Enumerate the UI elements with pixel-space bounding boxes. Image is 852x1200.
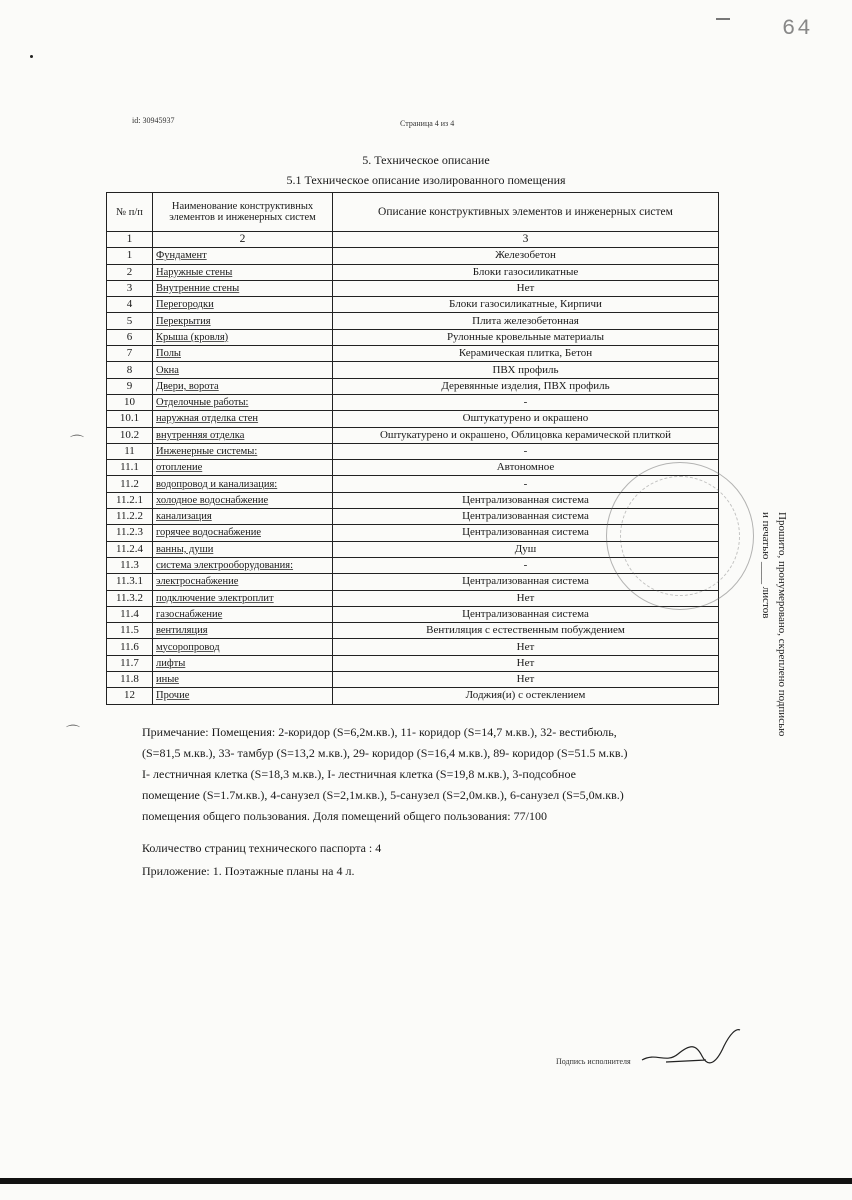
row-number: 11.1 [107, 460, 153, 476]
row-number: 12 [107, 688, 153, 704]
element-description: Централизованная система [333, 574, 719, 590]
row-number: 1 [107, 248, 153, 264]
appendix: Приложение: 1. Поэтажные планы на 4 л. [142, 864, 355, 878]
element-description: - [333, 394, 719, 410]
row-number: 11.3.2 [107, 590, 153, 606]
table-row [107, 362, 719, 378]
element-name: Перегородки [153, 297, 333, 313]
table-row [107, 411, 719, 427]
row-number: 11.7 [107, 655, 153, 671]
element-description: Блоки газосиликатные, Кирпичи [333, 297, 719, 313]
element-description: Нет [333, 590, 719, 606]
row-number: 10.1 [107, 411, 153, 427]
row-number: 11.3 [107, 557, 153, 573]
element-name: газоснабжение [153, 606, 333, 622]
page-count: Количество страниц технического паспорта : 4 [142, 841, 382, 855]
note-line: помещения общего пользования. Доля помещений общего пользования: 77/100 [142, 809, 547, 823]
row-number: 4 [107, 297, 153, 313]
row-number: 11.2.1 [107, 492, 153, 508]
element-name: Наружные стены [153, 264, 333, 280]
element-description: Деревянные изделия, ПВХ профиль [333, 378, 719, 394]
side-note-line2: и печатью ____ листов [760, 512, 772, 619]
column-number: 2 [153, 232, 333, 248]
spec-table [106, 192, 719, 705]
signature-scribble [636, 1024, 746, 1074]
element-description: Централизованная система [333, 606, 719, 622]
element-name: Крыша (кровля) [153, 329, 333, 345]
row-number: 11.2.2 [107, 509, 153, 525]
table-row [107, 280, 719, 296]
element-name: Фундамент [153, 248, 333, 264]
row-number: 7 [107, 346, 153, 362]
element-name: Окна [153, 362, 333, 378]
margin-dash [716, 18, 730, 20]
element-description: Централизованная система [333, 492, 719, 508]
table-header-row [107, 193, 719, 232]
row-number: 8 [107, 362, 153, 378]
table-row [107, 313, 719, 329]
element-description: Плита железобетонная [333, 313, 719, 329]
table-row [107, 427, 719, 443]
row-number: 9 [107, 378, 153, 394]
note-line: (S=81,5 м.кв.), 33- тамбур (S=13,2 м.кв.), 29- коридор (S=16,4 м.кв.), 89- коридор (S=51.5 м.кв.) [142, 746, 628, 760]
element-description: Железобетон [333, 248, 719, 264]
table-row [107, 688, 719, 704]
note-line: Примечание: Помещения: 2-коридор (S=6,2м.кв.), 11- коридор (S=14,7 м.кв.), 32- вестибюль, [142, 725, 617, 739]
table-row [107, 443, 719, 459]
table-row [107, 297, 719, 313]
element-description: Нет [333, 280, 719, 296]
element-description: - [333, 443, 719, 459]
note-line: помещение (S=1.7м.кв.), 4-санузел (S=2,1м.кв.), 5-санузел (S=2,0м.кв.), 6-санузел (S=5,0м.кв.) [142, 788, 624, 802]
header-cell: Описание конструктивных элементов и инженерных систем [333, 193, 719, 232]
element-description: Оштукатурено и окрашено [333, 411, 719, 427]
table-row [107, 329, 719, 345]
column-number-row [107, 232, 719, 248]
element-name: Полы [153, 346, 333, 362]
element-name: Перекрытия [153, 313, 333, 329]
element-description: Централизованная система [333, 525, 719, 541]
table-row [107, 672, 719, 688]
element-name: Отделочные работы: [153, 394, 333, 410]
element-name: система электрооборудования: [153, 557, 333, 573]
element-description: Оштукатурено и окрашено, Облицовка керамической плиткой [333, 427, 719, 443]
scan-edge-bar [0, 1178, 852, 1184]
element-description: - [333, 476, 719, 492]
element-name: отопление [153, 460, 333, 476]
element-description: Рулонные кровельные материалы [333, 329, 719, 345]
row-number: 11 [107, 443, 153, 459]
table-row [107, 378, 719, 394]
header-cell: № п/п [107, 193, 153, 232]
note-line: I- лестничная клетка (S=18,3 м.кв.), I- лестничная клетка (S=19,8 м.кв.), 3-подсобное [142, 767, 576, 781]
row-number: 10 [107, 394, 153, 410]
margin-mark: ⌒ [66, 726, 80, 741]
table-row [107, 639, 719, 655]
table-row [107, 264, 719, 280]
row-number: 11.2.4 [107, 541, 153, 557]
table-row [107, 248, 719, 264]
element-name: Двери, ворота [153, 378, 333, 394]
element-description: Автономное [333, 460, 719, 476]
table-row [107, 590, 719, 606]
element-name: мусоропровод [153, 639, 333, 655]
element-name: электроснабжение [153, 574, 333, 590]
row-number: 5 [107, 313, 153, 329]
signature-label: Подпись исполнителя [556, 1057, 631, 1066]
element-description: Нет [333, 672, 719, 688]
element-name: горячее водоснабжение [153, 525, 333, 541]
row-number: 11.4 [107, 606, 153, 622]
table-row [107, 346, 719, 362]
row-number: 11.8 [107, 672, 153, 688]
header-cell: Наименование конструктивных элементов и инженерных систем [153, 193, 333, 232]
element-description: Вентиляция с естественным побуждением [333, 623, 719, 639]
element-description: ПВХ профиль [333, 362, 719, 378]
column-number: 3 [333, 232, 719, 248]
element-name: внутренняя отделка [153, 427, 333, 443]
element-name: Инженерные системы: [153, 443, 333, 459]
element-description: Нет [333, 655, 719, 671]
element-name: канализация [153, 509, 333, 525]
side-note-line1: Прошито, пронумеровано, скреплено подписью [776, 512, 788, 737]
row-number: 6 [107, 329, 153, 345]
table-row [107, 460, 719, 476]
element-description: Душ [333, 541, 719, 557]
element-name: иные [153, 672, 333, 688]
margin-mark: ⌒ [70, 436, 84, 451]
element-name: лифты [153, 655, 333, 671]
element-name: водопровод и канализация: [153, 476, 333, 492]
element-name: Внутренние стены [153, 280, 333, 296]
element-description: Керамическая плитка, Бетон [333, 346, 719, 362]
row-number: 11.5 [107, 623, 153, 639]
row-number: 3 [107, 280, 153, 296]
handwritten-page-number: 64 [782, 16, 813, 41]
row-number: 2 [107, 264, 153, 280]
section-title: 5. Техническое описание [362, 153, 490, 167]
element-name: наружная отделка стен [153, 411, 333, 427]
element-description: Лоджия(и) с остеклением [333, 688, 719, 704]
section-subtitle: 5.1 Техническое описание изолированного помещения [286, 173, 566, 187]
notes-block [142, 722, 722, 827]
table-row [107, 655, 719, 671]
row-number: 11.2.3 [107, 525, 153, 541]
element-name: ванны, души [153, 541, 333, 557]
element-name: вентиляция [153, 623, 333, 639]
element-description: Блоки газосиликатные [333, 264, 719, 280]
element-description: Нет [333, 639, 719, 655]
speck [30, 55, 33, 58]
table-row [107, 606, 719, 622]
table-row [107, 623, 719, 639]
row-number: 11.2 [107, 476, 153, 492]
doc-id: id: 30945937 [132, 116, 175, 125]
stamp-seal-inner [620, 476, 740, 596]
element-description: Централизованная система [333, 509, 719, 525]
element-name: подключение электроплит [153, 590, 333, 606]
row-number: 10.2 [107, 427, 153, 443]
table-row [107, 394, 719, 410]
element-name: холодное водоснабжение [153, 492, 333, 508]
page-label: Страница 4 из 4 [400, 119, 455, 128]
element-name: Прочие [153, 688, 333, 704]
row-number: 11.3.1 [107, 574, 153, 590]
element-description: - [333, 557, 719, 573]
column-number: 1 [107, 232, 153, 248]
row-number: 11.6 [107, 639, 153, 655]
